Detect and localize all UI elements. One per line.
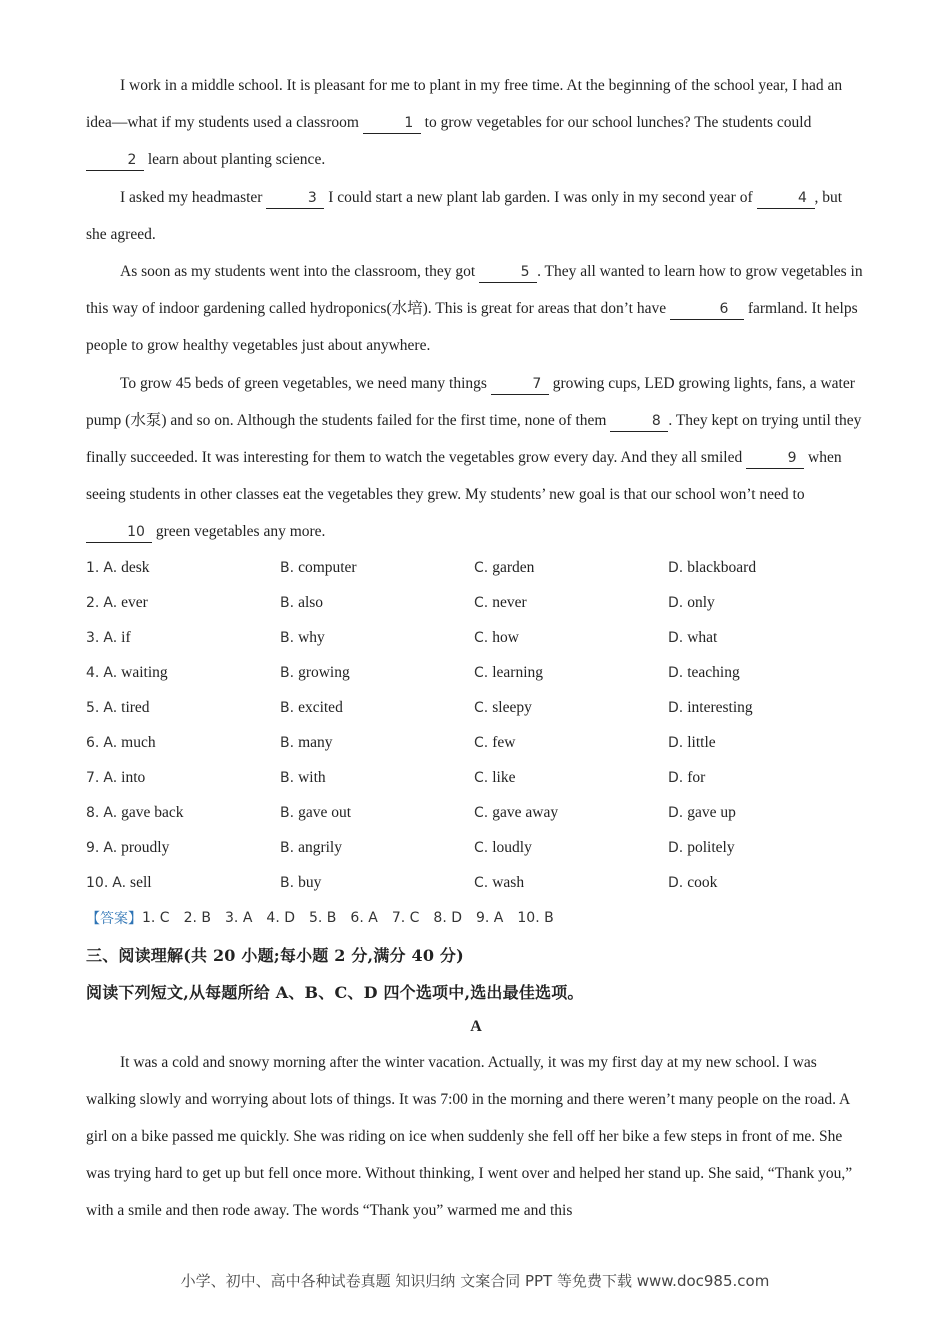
question-row (86, 656, 866, 691)
option-text: with (298, 769, 326, 787)
option-text: many (298, 734, 333, 752)
option-letter: C. (474, 840, 489, 857)
option-text: teaching (687, 664, 740, 682)
option-c (474, 559, 668, 577)
option-letter: B. (280, 630, 295, 647)
section-instruction: 阅读下列短文,从每题所给 A、B、C、D 四个选项中,选出最佳选项。 (86, 982, 584, 1002)
question-number: 1. (86, 560, 100, 577)
option-letter: A. (103, 840, 118, 857)
option-letter: B. (280, 770, 295, 787)
option-c (474, 804, 668, 822)
option-letter: C. (474, 560, 489, 577)
option-text: angrily (298, 839, 342, 857)
paragraph-text: when seeing students in other classes eat the vegetables they grew. My students’ new goal is that our school won’t need to (86, 449, 842, 504)
option-text: garden (492, 559, 535, 577)
option-a (86, 804, 280, 822)
option-a (86, 699, 280, 717)
option-text: sleepy (492, 699, 532, 717)
answer-item: 9. A (476, 910, 504, 927)
option-a (86, 559, 280, 577)
question-row (86, 551, 866, 586)
option-letter: A. (103, 665, 118, 682)
option-a (86, 594, 280, 612)
option-letter: B. (280, 735, 295, 752)
answer-item: 6. A (350, 910, 378, 927)
question-row (86, 586, 866, 621)
blank-10: 10 (86, 522, 152, 543)
option-text: how (492, 629, 519, 647)
option-letter: C. (474, 665, 489, 682)
option-text: buy (298, 874, 322, 892)
paragraph-text: To grow 45 beds of green vegetables, we need many things (120, 374, 491, 392)
option-text: for (687, 769, 706, 787)
option-d (668, 699, 862, 717)
option-text: sell (130, 874, 152, 892)
option-text: into (121, 769, 146, 787)
option-b (280, 699, 474, 717)
paragraph-text: As soon as my students went into the classroom, they got (120, 263, 480, 281)
option-a (86, 629, 280, 647)
blank-1: 1 (363, 113, 421, 134)
option-letter: D. (668, 770, 684, 787)
paragraph-text: . They all wanted to learn how to grow vegetables in this way of indoor gardening called hydroponics(水培). This is great for areas that don’t have (86, 263, 863, 318)
blank-9: 9 (746, 448, 804, 469)
cloze-paragraph (86, 365, 866, 551)
option-text: tired (121, 699, 150, 717)
option-letter: C. (474, 595, 489, 612)
option-b (280, 839, 474, 857)
answer-item: 5. B (309, 910, 337, 927)
section-heading: 三、阅读理解(共 20 小题;每小题 2 分,满分 40 分) (86, 945, 464, 965)
option-text: little (687, 734, 716, 752)
option-letter: C. (474, 770, 489, 787)
option-letter: C. (474, 875, 489, 892)
option-text: gave away (492, 804, 559, 822)
passage-title: A (470, 1017, 482, 1035)
option-letter: D. (668, 840, 684, 857)
answer-key (86, 901, 866, 936)
option-letter: A. (103, 560, 118, 577)
option-text: interesting (687, 699, 753, 717)
option-c (474, 699, 668, 717)
option-letter: D. (668, 560, 684, 577)
option-text: also (298, 594, 324, 612)
option-a (86, 664, 280, 682)
option-text: learning (492, 664, 544, 682)
document-page (86, 0, 866, 1230)
option-letter: A. (103, 700, 118, 717)
option-text: desk (121, 559, 150, 577)
option-letter: A. (112, 875, 127, 892)
question-number: 6. (86, 735, 100, 752)
question-number: 2. (86, 595, 100, 612)
option-text: blackboard (687, 559, 757, 577)
blank-8: 8 (610, 411, 668, 432)
option-b (280, 559, 474, 577)
option-text: gave up (687, 804, 736, 822)
option-letter: B. (280, 840, 295, 857)
option-letter: D. (668, 735, 684, 752)
blank-6: 6 (670, 299, 744, 320)
option-text: loudly (492, 839, 532, 857)
paragraph-text: , but she agreed. (86, 188, 843, 243)
option-c (474, 594, 668, 612)
question-number: 8. (86, 805, 100, 822)
option-text: cook (687, 874, 718, 892)
option-letter: A. (103, 595, 118, 612)
option-letter: B. (280, 665, 295, 682)
option-d (668, 769, 862, 787)
option-a (86, 874, 280, 892)
question-number: 4. (86, 665, 100, 682)
option-text: gave back (121, 804, 184, 822)
blank-2: 2 (86, 150, 144, 171)
option-c (474, 664, 668, 682)
question-row (86, 621, 866, 656)
paragraph-text: I work in a middle school. It is pleasant for me to plant in my free time. At the beginning of the school year, I had an idea—what if my students used a classroom (86, 77, 843, 132)
option-b (280, 874, 474, 892)
option-letter: D. (668, 875, 684, 892)
paragraph-text: . They kept on trying until they finally succeeded. It was interesting for them to watch the vegetables grow every day. And they all smiled (86, 411, 862, 467)
answer-item: 3. A (225, 910, 253, 927)
option-a (86, 839, 280, 857)
cloze-paragraph (86, 67, 866, 179)
option-letter: B. (280, 875, 295, 892)
option-d (668, 874, 862, 892)
option-letter: D. (668, 700, 684, 717)
option-text: like (492, 769, 516, 787)
paragraph-text: farmland. It helps people to grow healthy vegetables just about anywhere. (86, 300, 858, 355)
option-letter: A. (103, 735, 118, 752)
option-letter: C. (474, 805, 489, 822)
blank-5: 5 (479, 262, 537, 283)
answer-tag: 【答案】 (86, 911, 142, 928)
option-d (668, 594, 862, 612)
option-letter: C. (474, 700, 489, 717)
answer-items (142, 910, 568, 926)
answer-item: 4. D (266, 910, 295, 927)
blank-7: 7 (491, 374, 549, 395)
paragraph-text: growing cups, LED growing lights, fans, a water pump (水泵) and so on. Although the students failed for the first time, none of them (86, 374, 855, 429)
paragraph-text: I asked my headmaster (120, 188, 267, 206)
option-letter: D. (668, 805, 684, 822)
option-letter: A. (103, 770, 118, 787)
option-text: waiting (121, 664, 168, 682)
answer-item: 1. C (142, 910, 170, 927)
question-row (86, 726, 866, 761)
option-letter: D. (668, 630, 684, 647)
question-row (86, 691, 866, 726)
answer-item: 2. B (183, 910, 212, 927)
option-text: gave out (298, 804, 352, 822)
option-a (86, 734, 280, 752)
option-d (668, 804, 862, 822)
paragraph-text: I could start a new plant lab garden. I was only in my second year of (324, 188, 757, 206)
option-text: proudly (121, 839, 170, 857)
option-letter: D. (668, 595, 684, 612)
option-a (86, 769, 280, 787)
cloze-paragraph (86, 179, 866, 253)
paragraph-text: green vegetables any more. (152, 523, 326, 541)
option-c (474, 769, 668, 787)
option-letter: B. (280, 595, 295, 612)
option-text: never (492, 594, 527, 612)
cloze-paragraph (86, 253, 866, 365)
option-text: only (687, 594, 715, 612)
option-letter: C. (474, 630, 489, 647)
question-number: 3. (86, 630, 100, 647)
option-text: wash (492, 874, 525, 892)
question-number: 9. (86, 840, 100, 857)
option-b (280, 769, 474, 787)
question-number: 10. (86, 875, 109, 892)
answer-item: 10. B (517, 910, 554, 927)
option-letter: B. (280, 560, 295, 577)
blank-3: 3 (266, 188, 324, 209)
question-number: 5. (86, 700, 100, 717)
option-b (280, 664, 474, 682)
question-row (86, 866, 866, 901)
option-c (474, 734, 668, 752)
option-letter: D. (668, 665, 684, 682)
option-b (280, 594, 474, 612)
paragraph-text: learn about planting science. (144, 151, 326, 169)
option-b (280, 629, 474, 647)
option-text: ever (121, 594, 148, 612)
option-letter: A. (103, 805, 118, 822)
answer-item: 7. C (391, 910, 420, 927)
option-text: if (121, 629, 131, 647)
option-d (668, 629, 862, 647)
option-d (668, 664, 862, 682)
option-c (474, 874, 668, 892)
option-text: why (298, 629, 325, 647)
option-b (280, 804, 474, 822)
paragraph-text: to grow vegetables for our school lunches? The students could (420, 114, 812, 132)
option-d (668, 559, 862, 577)
option-letter: C. (474, 735, 489, 752)
option-text: growing (298, 664, 350, 682)
option-d (668, 734, 862, 752)
question-options (86, 551, 866, 901)
reading-paragraph: It was a cold and snowy morning after the winter vacation. Actually, it was my first day at my new school. I was walking slowly and worrying about lots of things. It was 7:00 in the morning and there weren’t many people on the road. A girl on a bike passed me quickly. She was riding on ice when suddenly she fell off her bike a few steps in front of me. She was trying hard to get up but fell once more. Without thinking, I went over and helped her stand up. She said, “Thank you,” with a smile and then rode away. The words “Thank you” warmed me and this (86, 1053, 853, 1220)
footer-text: 小学、初中、高中各种试卷真题 知识归纳 文案合同 PPT 等免费下载 www.doc985.com (180, 1272, 770, 1290)
question-row (86, 831, 866, 866)
option-text: excited (298, 699, 343, 717)
option-text: computer (298, 559, 357, 577)
option-letter: B. (280, 805, 295, 822)
option-b (280, 734, 474, 752)
question-row (86, 796, 866, 831)
question-row (86, 761, 866, 796)
option-letter: B. (280, 700, 295, 717)
option-letter: A. (103, 630, 118, 647)
option-d (668, 839, 862, 857)
option-c (474, 839, 668, 857)
blank-4: 4 (757, 188, 815, 209)
option-c (474, 629, 668, 647)
answer-item: 8. D (433, 910, 462, 927)
option-text: few (492, 734, 516, 752)
option-text: much (121, 734, 156, 752)
cloze-passage (86, 67, 866, 551)
option-text: what (687, 629, 718, 647)
question-number: 7. (86, 770, 100, 787)
option-text: politely (687, 839, 735, 857)
